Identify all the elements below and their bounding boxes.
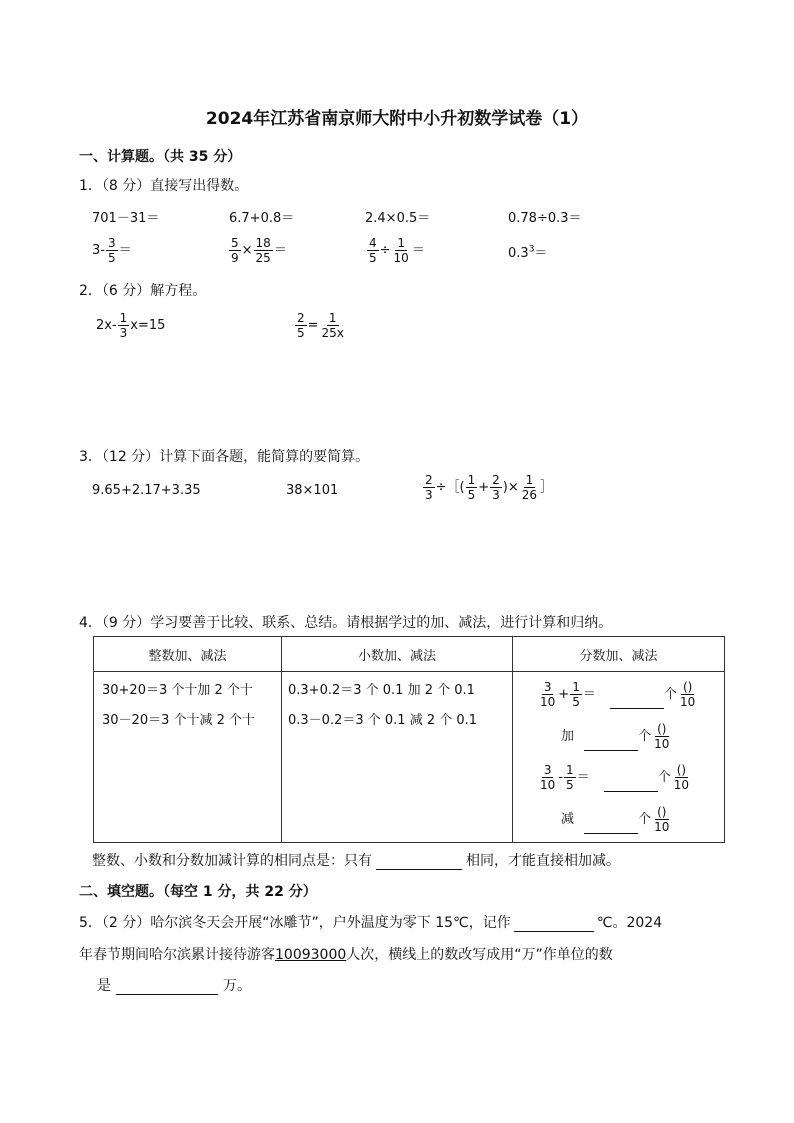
answer-blank[interactable]	[610, 694, 664, 709]
q1-item-8: $0.3^3=$	[508, 244, 548, 261]
fraction-sub-unit-line: 减 个 $\frac{()}{10}$	[561, 805, 670, 834]
fraction-add-unit-line: 加 个 $\frac{()}{10}$	[561, 722, 670, 751]
fraction: $\frac{4}{5}$	[369, 236, 377, 265]
fraction: $\frac{()}{10}$	[654, 722, 670, 751]
decimal-line-2: 0.3－0.2＝3 个 0.1 减 2 个 0.1	[288, 713, 478, 728]
fraction: $\frac{1}{10}$	[393, 236, 409, 265]
q3-item-c: $\frac{2}{3}$ ÷［( $\frac{1}{5}$ + $\frac{2}{3}$ )× $\frac{1}{26}$ ］	[425, 473, 554, 502]
integer-line-1: 30+20＝3 个十加 2 个十	[102, 683, 253, 698]
fraction-sub-line: $\frac{3}{10}$ - $\frac{1}{5}$ ＝ 个 $\frac{()}{10}$	[540, 763, 690, 792]
fraction: $\frac{1}{5}$	[572, 680, 580, 709]
fraction: $\frac{2}{3}$	[492, 473, 500, 502]
fraction: $\frac{18}{25}$	[255, 236, 271, 265]
q1-item-6: $\frac{5}{9}$ × $\frac{18}{25}$ ＝	[231, 236, 287, 265]
decimal-line-1: 0.3+0.2＝3 个 0.1 加 2 个 0.1	[288, 683, 475, 698]
q4-summary: 整数、小数和分数加减计算的相同点是：只有 相同，才能直接相加减。	[92, 853, 620, 869]
question-2-label: 2．（6 分）解方程。	[79, 283, 207, 299]
answer-blank[interactable]	[116, 980, 218, 995]
q1-item-7: $\frac{4}{5}$ ÷ $\frac{1}{10}$ ＝	[369, 236, 425, 265]
fraction: $\frac{()}{10}$	[654, 805, 670, 834]
fraction: $\frac{3}{10}$	[540, 680, 556, 709]
q2-equation-2: $\frac{2}{5}$ = $\frac{1}{25x}$	[297, 311, 344, 340]
answer-blank[interactable]	[584, 819, 638, 834]
q3-item-a: 9.65+2.17+3.35	[92, 483, 201, 498]
q1-item-2: 6.7+0.8＝	[229, 211, 295, 226]
integer-line-2: 30－20＝3 个十减 2 个十	[102, 713, 256, 728]
fraction: $\frac{3}{10}$	[540, 763, 556, 792]
answer-blank[interactable]	[604, 777, 658, 792]
fraction: $\frac{2}{5}$	[297, 311, 305, 340]
page-title: 2024年江苏省南京师大附中小升初数学试卷（1）	[205, 109, 589, 129]
answer-blank[interactable]	[514, 917, 594, 932]
fraction: $\frac{1}{5}$	[565, 763, 574, 792]
fraction: $\frac{1}{3}$	[119, 311, 128, 340]
q1-item-4: 0.78÷0.3＝	[508, 211, 582, 226]
answer-blank[interactable]	[376, 855, 462, 870]
fraction: $\frac{3}{5}$	[107, 236, 116, 265]
section-1-heading: 一、计算题。（共 35 分）	[79, 149, 242, 165]
answer-blank[interactable]	[584, 736, 638, 751]
q1-item-5: 3- $\frac{3}{5}$ ＝	[92, 236, 132, 265]
question-1-label: 1．（8 分）直接写出得数。	[79, 178, 249, 194]
question-4-label: 4．（9 分）学习要善于比较、联系、总结。请根据学过的加、减法，进行计算和归纳。	[79, 615, 613, 631]
section-2-heading: 二、填空题。（每空 1 分，共 22 分）	[79, 884, 317, 900]
fraction: $\frac{()}{10}$	[680, 680, 696, 709]
fraction-add-line: $\frac{3}{10}$ + $\frac{1}{5}$ ＝ 个 $\frac{()}{10}$	[540, 680, 696, 709]
q3-item-b: 38×101	[286, 483, 339, 498]
decimal-cell	[282, 672, 513, 843]
q5-line-1: 5．（2 分）哈尔滨冬天会开展“冰雕节”，户外温度为零下 15℃，记作 ℃。2024	[79, 915, 663, 931]
header-decimal: 小数加、减法	[282, 637, 513, 672]
integer-cell	[94, 672, 282, 843]
fraction: $\frac{1}{26}$	[521, 473, 538, 502]
fraction: $\frac{1}{25x}$	[321, 311, 344, 340]
question-3-label: 3．（12 分）计算下面各题，能简算的要简算。	[79, 449, 370, 465]
header-fraction: 分数加、减法	[513, 637, 725, 672]
fraction-cell	[513, 672, 725, 843]
comparison-table	[93, 636, 725, 843]
header-integer: 整数加、减法	[94, 637, 282, 672]
q1-item-3: 2.4×0.5＝	[365, 211, 431, 226]
q5-line-2: 年春节期间哈尔滨累计接待游客10093000人次，横线上的数改写成用“万”作单位的数	[79, 947, 613, 963]
fraction: $\frac{5}{9}$	[231, 236, 239, 265]
fraction: $\frac{2}{3}$	[425, 473, 433, 502]
underlined-number: 10093000	[275, 947, 347, 963]
q2-equation-1: 2x- $\frac{1}{3}$ x=15	[96, 311, 166, 340]
q1-item-1: 701－31＝	[92, 211, 160, 226]
q5-line-3: 是 万。	[97, 978, 251, 994]
fraction: $\frac{1}{5}$	[467, 473, 476, 502]
fraction: $\frac{()}{10}$	[673, 763, 690, 792]
